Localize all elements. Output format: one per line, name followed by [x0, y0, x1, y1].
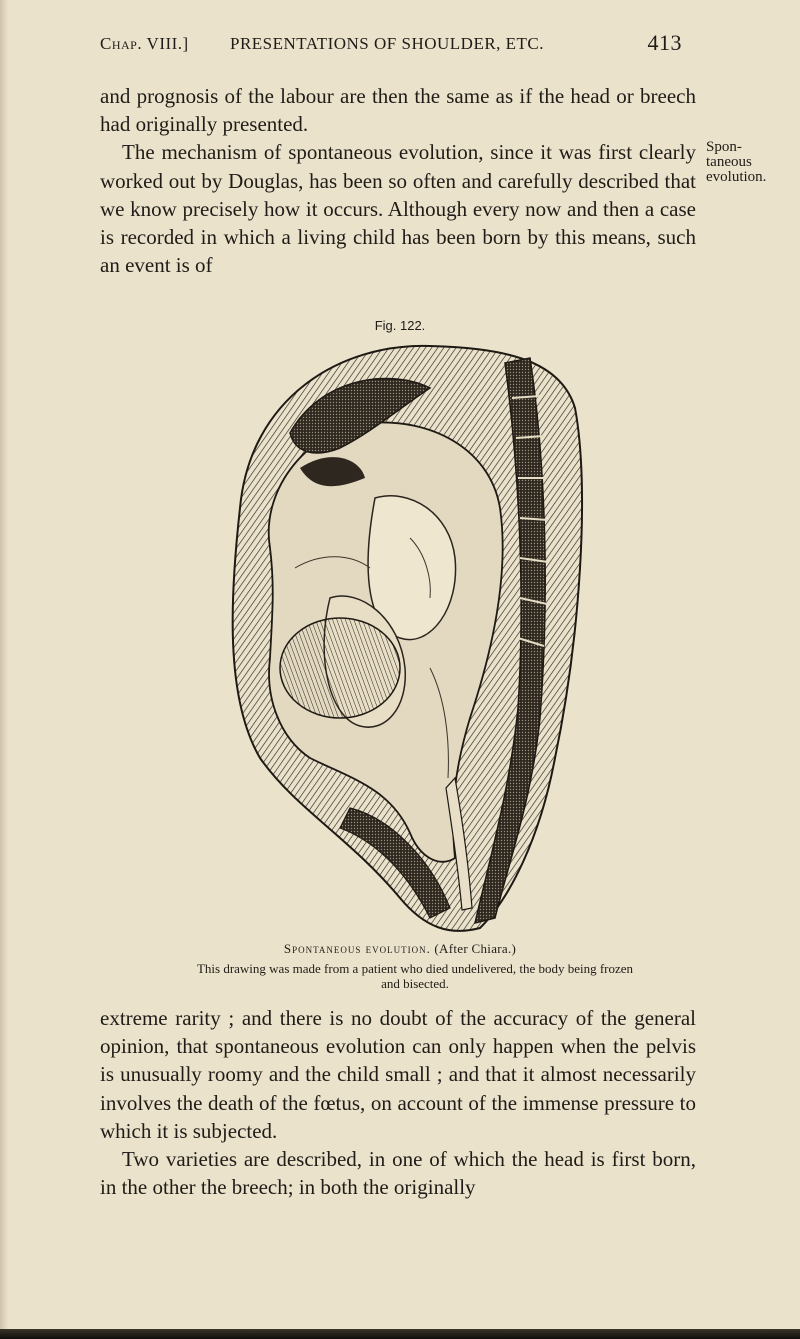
- figure-caption-note: This drawing was made from a patient who died undelivered, the body being frozen and bisected.: [196, 961, 634, 991]
- body-text-bottom: [100, 1004, 696, 1201]
- margin-note: [706, 140, 798, 185]
- running-header: [100, 30, 682, 64]
- paragraph: and prognosis of the labour are then the same as if the head or breech had originally presented.: [100, 84, 696, 137]
- running-title: PRESENTATIONS OF SHOULDER, ETC.: [230, 34, 545, 53]
- caption-title-text: Spontaneous evolution.: [283, 941, 431, 956]
- fetus-head: [280, 618, 400, 718]
- anatomical-illustration: [200, 338, 630, 936]
- paragraph: Two varieties are described, in one of which the head is first born, in the other the breech; in both the originally: [100, 1147, 696, 1200]
- caption-credit: (After Chiara.): [434, 941, 517, 956]
- margin-note-line: taneous: [706, 154, 752, 170]
- margin-note-line: evolution.: [706, 169, 767, 185]
- figure-caption-title: [0, 941, 800, 957]
- paragraph: extreme rarity ; and there is no doubt of the accuracy of the general opinion, that spontaneous evolution can only happen when the pelvis is unusually roomy and the child small ; and that it almost necessarily involves the death of the fœtus, on account of the immense pressure to which it is subjected.: [100, 1006, 696, 1143]
- margin-note-line: Spon-: [706, 139, 742, 155]
- figure-label: Fig. 122.: [374, 318, 426, 333]
- page-number: 413: [647, 30, 682, 55]
- page-edge-shadow: [0, 0, 8, 1339]
- paragraph: The mechanism of spontaneous evolution, since it was first clearly worked out by Douglas, has been so often and carefully described that we know precisely how it occurs. Although every now and then a case is recorded in which a living child has been born by this means, such an event is of: [100, 140, 696, 278]
- chapter-label: Chap. VIII.]: [100, 34, 189, 53]
- page-bottom-edge: [0, 1329, 800, 1339]
- body-text-top: [100, 82, 696, 279]
